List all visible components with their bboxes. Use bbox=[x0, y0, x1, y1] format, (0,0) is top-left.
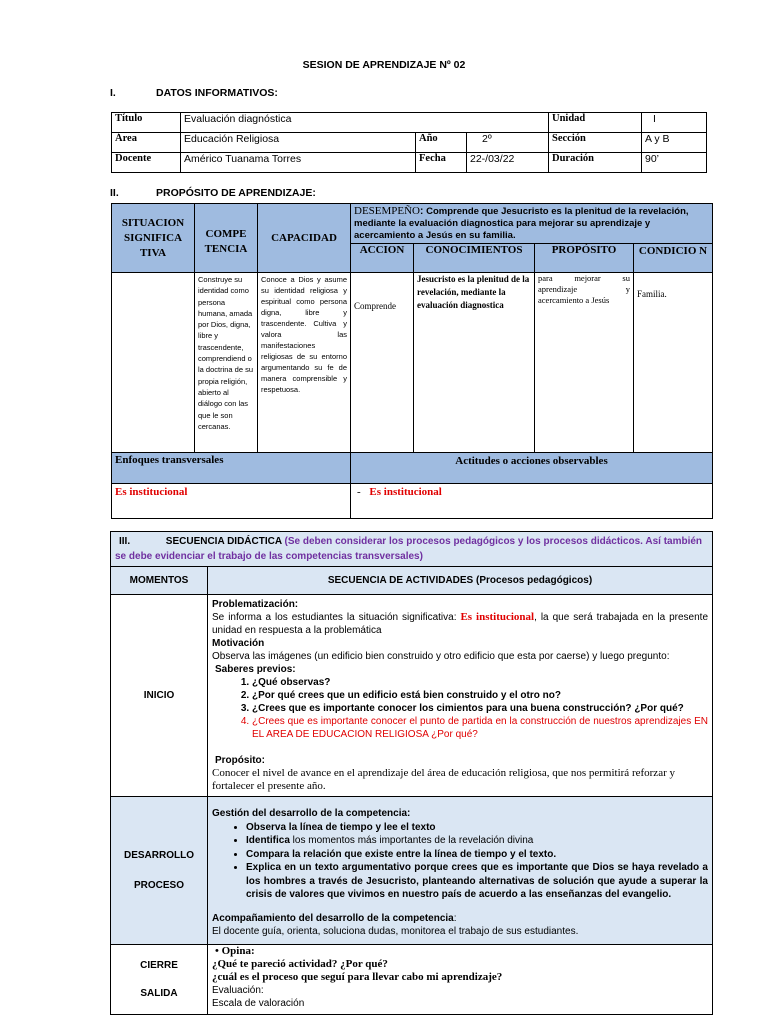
secuencia-table bbox=[110, 531, 713, 1015]
proposito-text: Conocer el nivel de avance en el aprendizaje del área de educación religiosa, que nos permitirá reforzar y fortalecer el presente año. bbox=[212, 767, 675, 792]
seccion-label: Sección bbox=[549, 133, 642, 153]
enfoques-header: Enfoques transversales bbox=[112, 453, 351, 484]
accion-cell: Comprende bbox=[351, 273, 414, 453]
unidad-label: Unidad bbox=[549, 113, 642, 133]
questions-list bbox=[212, 676, 708, 741]
escala-text: Escala de valoración bbox=[212, 998, 305, 1009]
gestion-item: • Identifica los momentos más importantes de la revelación divina bbox=[246, 834, 708, 848]
gestion-item: • Explica en un texto argumentativo porque crees que es importante que Dios se haya revelado a los hombres a través de Jesucristo, planteando alternativas de solución que ayude a superar la crisis de valores que vivimos en nuestro país de acuerdo a las enseñanzas del evangelio. bbox=[246, 861, 708, 902]
gestion-item: • Compara la relación que existe entre la línea de tiempo y el texto. bbox=[246, 848, 708, 862]
proceso-title: PROCESO bbox=[133, 879, 184, 891]
fecha-label: Fecha bbox=[416, 153, 467, 173]
header-conocimientos: CONOCIMIENTOS bbox=[414, 244, 535, 273]
problematizacion-title: Problematización: bbox=[212, 599, 299, 610]
condicion-cell: Familia. bbox=[634, 273, 713, 453]
gestion-list bbox=[212, 821, 708, 902]
problematizacion-text: Se informa a los estudiantes la situación significativa: Es institucional, la que será trabajada en la presente unidad en respuesta a la problemática bbox=[212, 611, 709, 636]
desempeno-label: DESEMPEÑO bbox=[354, 205, 421, 217]
evaluacion-title: Evaluación: bbox=[212, 985, 264, 996]
motivacion-text: Observa las imágenes (un edificio bien construido y otro edificio que esta por caerse) y luego pregunto: bbox=[212, 651, 670, 662]
salida-title: SALIDA bbox=[140, 987, 178, 999]
area-label: Área bbox=[112, 133, 181, 153]
desempeno-cell: DESEMPEÑO: Comprende que Jesucristo es la plenitud de la revelación, mediante la evaluación diagnostica para mejorar su aprendizaje y acercamiento a Jesús en su familia. bbox=[351, 204, 713, 244]
enfoque-value: Es institucional bbox=[112, 484, 351, 519]
cierre-question-2: ¿cuál es el proceso que seguí para llevar cabo mi aprendizaje? bbox=[212, 971, 503, 983]
secuencia-heading bbox=[111, 532, 713, 567]
situacion-cell bbox=[112, 273, 195, 453]
question-item: 4. ¿Crees que es importante conocer el punto de partida en la construcción de nuestros aprendizajes EN EL AREA DE EDUCACION RELIGIOSA ¿Por qué? bbox=[252, 715, 708, 741]
question-item: 2. ¿Por qué crees que un edificio está bien construido y el otro no? bbox=[252, 689, 708, 702]
proposito-cell: para mejorar su aprendizaje y acercamiento a Jesús bbox=[535, 273, 634, 453]
section-number: II. bbox=[110, 187, 119, 199]
desempeno-text: Comprende que Jesucristo es la plenitud de la revelación, mediante la evaluación diagnostica para mejorar su aprendizaje y acercamiento a Jesús en su familia. bbox=[354, 206, 689, 241]
gestion-title: Gestión del desarrollo de la competencia: bbox=[212, 808, 411, 819]
actitud-value: Es institucional bbox=[369, 486, 442, 498]
inicio-content bbox=[208, 595, 713, 797]
situacion-highlight: Es institucional bbox=[460, 611, 535, 623]
duracion-value: 90’ bbox=[642, 153, 707, 173]
anio-label: Año bbox=[416, 133, 467, 153]
header-accion: ACCION bbox=[351, 244, 414, 273]
cierre-title: CIERRE bbox=[140, 959, 178, 971]
question-item: 3. ¿Crees que es importante conocer los cimientos para una buena construcción? ¿Por qué? bbox=[252, 702, 708, 715]
question-item: 1. ¿Qué observas? bbox=[252, 676, 708, 689]
header-competencia: COMPE TENCIA bbox=[195, 204, 258, 273]
duracion-label: Duración bbox=[549, 153, 642, 173]
section-heading-2 bbox=[110, 187, 316, 199]
header-proposito: PROPÓSITO bbox=[535, 244, 634, 273]
docente-value: Américo Tuanama Torres bbox=[181, 153, 416, 173]
inicio-label: INICIO bbox=[111, 595, 208, 797]
fecha-value: 22-/03/22 bbox=[467, 153, 549, 173]
unidad-value: I bbox=[642, 113, 707, 133]
cierre-question-1: ¿Qué te pareció actividad? ¿Por qué? bbox=[212, 958, 388, 970]
actitudes-header: Actitudes o acciones observables bbox=[351, 453, 713, 484]
capacidad-cell: Conoce a Dios y asume su identidad religiosa y espiritual como persona digna, libre y trascendente. Cultiva y valora las manifestaciones religiosas de su entorno argumentando su fe de manera comprensible y respetuosa. bbox=[258, 273, 351, 453]
section-title: SECUENCIA DIDÁCTICA bbox=[165, 536, 282, 547]
opina: • Opina: bbox=[215, 945, 255, 957]
section-number: III. bbox=[119, 536, 131, 547]
conocimientos-cell: Jesucristo es la plenitud de la revelación, mediante la evaluación diagnostica bbox=[414, 273, 535, 453]
proposito-table bbox=[111, 203, 713, 519]
header-momentos: MOMENTOS bbox=[111, 567, 208, 595]
motivacion-title: Motivación bbox=[212, 638, 265, 649]
titulo-value: Evaluación diagnóstica bbox=[181, 113, 549, 133]
header-situacion: SITUACION SIGNIFICA TIVA bbox=[112, 204, 195, 273]
actitud-cell bbox=[351, 484, 713, 519]
proposito-title: Propósito: bbox=[215, 755, 265, 766]
competencia-cell: Construye su identidad como persona humana, amada por Dios, digna, libre y trascendente, comprendiend o la doctrina de su propia religión, abierto al diálogo con las que le son cercanas. bbox=[195, 273, 258, 453]
area-value: Educación Religiosa bbox=[181, 133, 416, 153]
titulo-label: Título bbox=[112, 113, 181, 133]
info-table bbox=[111, 112, 707, 173]
secuencia-note: (Se deben considerar los procesos pedagógicos y los procesos didácticos. Así también se debe evidenciar el trabajo de las competencias transversales) bbox=[115, 536, 703, 562]
anio-value: 2º bbox=[467, 133, 549, 153]
desarrollo-label bbox=[111, 797, 208, 945]
cierre-content bbox=[208, 945, 713, 1015]
section-title: PROPÓSITO DE APRENDIZAJE: bbox=[156, 187, 316, 199]
section-heading-1 bbox=[110, 87, 278, 99]
header-actividades: SECUENCIA DE ACTIVIDADES (Procesos pedagógicos) bbox=[208, 567, 713, 595]
desarrollo-title: DESARROLLO bbox=[124, 849, 194, 861]
cierre-label bbox=[111, 945, 208, 1015]
saberes-title: Saberes previos: bbox=[215, 664, 296, 675]
gestion-item: • Observa la línea de tiempo y lee el texto bbox=[246, 821, 708, 835]
section-number: I. bbox=[110, 87, 116, 99]
docente-label: Docente bbox=[112, 153, 181, 173]
page-title: SESION DE APRENDIZAJE Nº 02 bbox=[302, 59, 466, 71]
header-condicion: CONDICIO N bbox=[634, 244, 713, 273]
acomp-title: Acompañamiento del desarrollo de la competencia: bbox=[212, 912, 457, 924]
desarrollo-content bbox=[208, 797, 713, 945]
seccion-value: A y B bbox=[642, 133, 707, 153]
section-title: DATOS INFORMATIVOS: bbox=[156, 87, 278, 99]
acomp-text: El docente guía, orienta, soluciona dudas, monitorea el trabajo de sus estudiantes. bbox=[212, 926, 579, 937]
header-capacidad: CAPACIDAD bbox=[258, 204, 351, 273]
actitud-dash: - bbox=[357, 486, 361, 498]
